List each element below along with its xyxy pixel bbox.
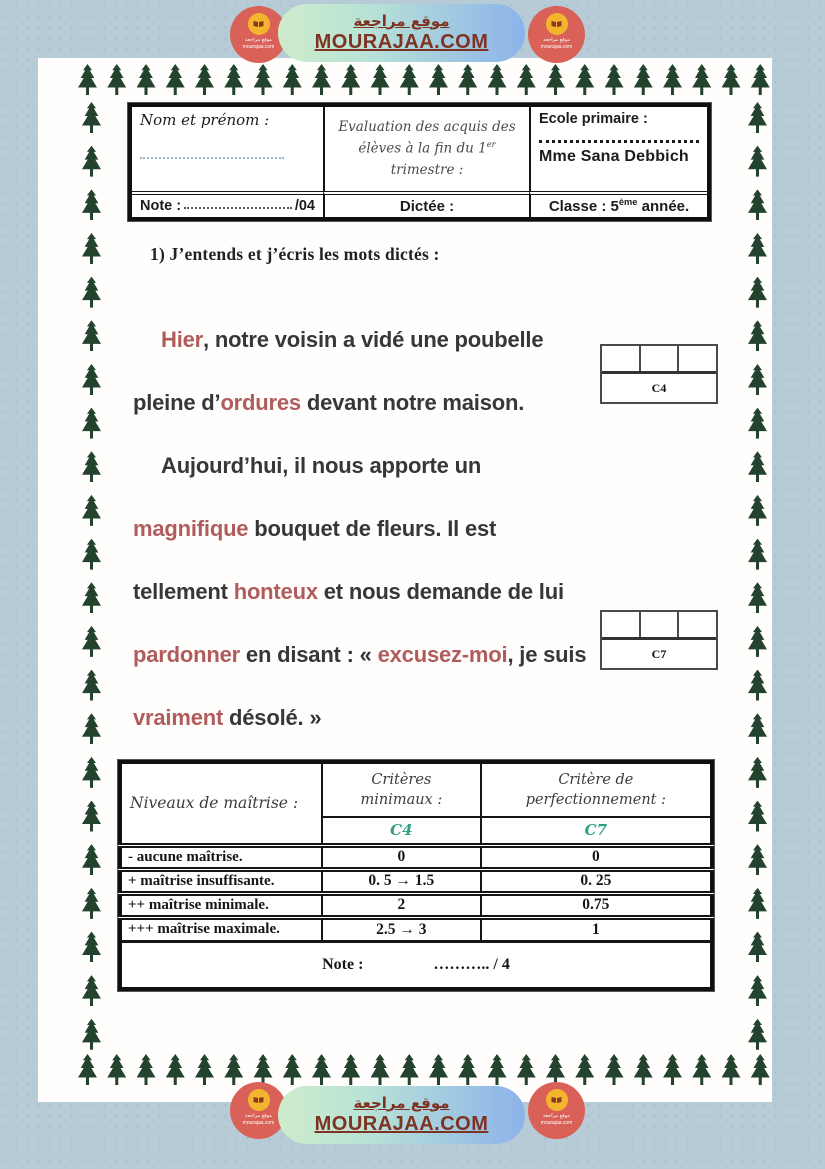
dictation-line (133, 623, 618, 686)
note-fill-line[interactable] (184, 199, 292, 209)
pine-tree-icon (748, 1019, 767, 1050)
pine-tree-icon (82, 844, 101, 875)
evaluation-cell (323, 107, 529, 191)
book-icon (546, 1089, 568, 1111)
pine-tree-icon (78, 1054, 97, 1085)
pine-tree-icon (663, 64, 682, 95)
criteria-note-value[interactable]: ……….. / 4 (433, 955, 510, 973)
name-fill-line[interactable] (140, 151, 284, 159)
school-fill-line[interactable] (539, 139, 699, 143)
criteria-cell-level: + maîtrise insuffisante. (120, 869, 322, 893)
pine-tree-icon (429, 1054, 448, 1085)
pine-tree-icon (458, 64, 477, 95)
badge-domain-label: mourajaa.com (540, 1119, 573, 1126)
book-icon (248, 13, 270, 35)
pine-tree-icon (195, 1054, 214, 1085)
pine-tree-icon (82, 495, 101, 526)
site-domain-link[interactable]: MOURAJAA.COM (314, 31, 489, 54)
criteria-cell-level: - aucune maîtrise. (120, 845, 322, 869)
criteria-col2-header: Critères minimaux : (322, 762, 481, 817)
site-banner-pill (278, 4, 525, 62)
dictation-segment: en disant : « (240, 641, 378, 667)
pine-tree-icon (137, 64, 156, 95)
class-cell (529, 191, 707, 217)
pine-tree-icon (82, 408, 101, 439)
site-domain-link[interactable]: MOURAJAA.COM (314, 1113, 489, 1136)
pine-tree-icon (82, 582, 101, 613)
pine-tree-icon (748, 320, 767, 351)
dictation-text (133, 308, 618, 749)
criteria-cell-level: ++ maîtrise minimale. (120, 893, 322, 917)
subject-label: Dictée : (399, 197, 455, 215)
pine-tree-icon (722, 1054, 741, 1085)
pine-tree-icon (488, 1054, 507, 1085)
pine-tree-icon (751, 64, 770, 95)
dictation-segment: , je suis (507, 641, 587, 667)
site-logo-icon (528, 6, 585, 63)
criteria-row (120, 917, 712, 941)
dictated-word: pardonner (133, 641, 240, 667)
dictation-segment: Aujourd’hui, il nous apporte un (161, 452, 482, 478)
pine-tree-icon (546, 1054, 565, 1085)
badge-arabic-label: موقع مراجعة (543, 37, 570, 43)
pine-tree-icon (400, 1054, 419, 1085)
pine-tree-icon (748, 757, 767, 788)
pine-tree-icon (748, 931, 767, 962)
pine-tree-icon (224, 1054, 243, 1085)
dictated-word: ordures (220, 389, 301, 415)
dictated-word: Hier (161, 326, 203, 352)
pine-tree-icon (82, 713, 101, 744)
pine-tree-icon (517, 64, 536, 95)
pine-tree-icon (517, 1054, 536, 1085)
pine-tree-icon (341, 64, 360, 95)
criteria-row (120, 893, 712, 917)
pine-tree-icon (254, 64, 273, 95)
badge-domain-label: mourajaa.com (242, 1119, 275, 1126)
pine-tree-icon (751, 1054, 770, 1085)
pine-tree-icon (748, 146, 767, 177)
pine-tree-icon (82, 801, 101, 832)
site-banner-pill (278, 1086, 525, 1144)
pine-tree-icon (224, 64, 243, 95)
pine-tree-icon (748, 844, 767, 875)
criteria-cell-c7: 0. 25 (481, 869, 712, 893)
criteria-cell-c4: 2.5 → 3 (322, 917, 481, 941)
pine-tree-icon (748, 670, 767, 701)
tree-border-left (82, 102, 101, 1050)
dictation-segment: devant notre maison. (300, 389, 525, 415)
pine-tree-icon (748, 495, 767, 526)
pine-tree-icon (82, 670, 101, 701)
school-cell (529, 107, 707, 191)
pine-tree-icon (429, 64, 448, 95)
pine-tree-icon (82, 189, 101, 220)
pine-tree-icon (341, 1054, 360, 1085)
pine-tree-icon (82, 757, 101, 788)
exercise-title: 1) J’entends et j’écris les mots dictés : (150, 244, 440, 264)
pine-tree-icon (692, 1054, 711, 1085)
dictation-segment: et nous demande de lui (317, 578, 564, 604)
class-label: Classe : 5ème année. (548, 197, 690, 215)
pine-tree-icon (748, 539, 767, 570)
pine-tree-icon (748, 102, 767, 133)
criteria-note-cell (120, 941, 712, 989)
pine-tree-icon (166, 1054, 185, 1085)
pine-tree-icon (748, 189, 767, 220)
pine-tree-icon (82, 451, 101, 482)
dictation-line (133, 497, 618, 560)
criteria-cell-c7: 0 (481, 845, 712, 869)
pine-tree-icon (634, 1054, 653, 1085)
pine-tree-icon (371, 64, 390, 95)
pine-tree-icon (748, 975, 767, 1006)
pine-tree-icon (254, 1054, 273, 1085)
pine-tree-icon (82, 277, 101, 308)
badge-domain-label: mourajaa.com (242, 43, 275, 50)
pine-tree-icon (546, 64, 565, 95)
criteria-cell-level: +++ maîtrise maximale. (120, 917, 322, 941)
pine-tree-icon (78, 64, 97, 95)
pine-tree-icon (283, 1054, 302, 1085)
badge-domain-label: mourajaa.com (540, 43, 573, 50)
tree-border-right (748, 102, 767, 1050)
evaluation-label: Evaluation des acquis des élèves à la fin du 1er trimestre : (338, 119, 516, 178)
header-table (128, 103, 711, 221)
pine-tree-icon (82, 975, 101, 1006)
pine-tree-icon (722, 64, 741, 95)
criteria-c7-code: C7 (481, 817, 712, 845)
book-icon (546, 13, 568, 35)
dictation-segment: désolé. » (223, 704, 322, 730)
site-arabic-title[interactable]: موقع مراجعة (353, 11, 450, 30)
pine-tree-icon (748, 233, 767, 264)
name-cell (132, 107, 323, 191)
criteria-col3-header: Critère de perfectionnement : (481, 762, 712, 817)
pine-tree-icon (634, 64, 653, 95)
criteria-c4-code: C4 (322, 817, 481, 845)
dictated-word: honteux (233, 578, 318, 604)
criteria-row (120, 845, 712, 869)
pine-tree-icon (748, 626, 767, 657)
badge-arabic-label: موقع مراجعة (245, 37, 272, 43)
dictation-line (133, 308, 618, 371)
badge-arabic-label: موقع مراجعة (543, 1113, 570, 1119)
criteria-cell-c7: 1 (481, 917, 712, 941)
pine-tree-icon (400, 64, 419, 95)
dictation-segment: , notre voisin a vidé une poubelle (203, 326, 544, 352)
dictation-line (133, 560, 618, 623)
pine-tree-icon (748, 801, 767, 832)
criteria-cell-c4: 2 (322, 893, 481, 917)
pine-tree-icon (82, 320, 101, 351)
teacher-name: Mme Sana Debbich (539, 148, 689, 165)
criteria-cell-c4: 0 (322, 845, 481, 869)
pine-tree-icon (283, 64, 302, 95)
note-total: /04 (294, 198, 315, 214)
score-box-c4-cells[interactable] (602, 346, 716, 374)
score-box-c4-label: C4 (651, 380, 667, 395)
criteria-table (118, 760, 714, 991)
criteria-col1-header: Niveaux de maîtrise : (120, 762, 322, 845)
pine-tree-icon (748, 888, 767, 919)
pine-tree-icon (82, 626, 101, 657)
dictation-segment: bouquet de fleurs. Il est (248, 515, 497, 541)
book-icon (248, 1089, 270, 1111)
tree-border-top (78, 64, 770, 95)
dictated-word: excusez-moi (377, 641, 508, 667)
pine-tree-icon (575, 1054, 594, 1085)
criteria-note-label: Note : (322, 955, 364, 973)
dictation-segment: tellement (133, 578, 234, 604)
tree-border-bottom (78, 1054, 770, 1085)
pine-tree-icon (748, 713, 767, 744)
pine-tree-icon (692, 64, 711, 95)
dictation-line (133, 434, 618, 497)
pine-tree-icon (748, 364, 767, 395)
score-box-c7 (600, 610, 718, 670)
pine-tree-icon (107, 64, 126, 95)
site-arabic-title[interactable]: موقع مراجعة (353, 1093, 450, 1112)
dictated-word: vraiment (133, 704, 224, 730)
pine-tree-icon (82, 146, 101, 177)
name-label: Nom et prénom : (140, 111, 270, 129)
pine-tree-icon (82, 931, 101, 962)
pine-tree-icon (82, 1019, 101, 1050)
subject-cell (323, 191, 529, 217)
score-box-c7-label: C7 (651, 646, 667, 661)
school-label: Ecole primaire : (539, 111, 648, 127)
pine-tree-icon (82, 364, 101, 395)
pine-tree-icon (82, 233, 101, 264)
site-logo-icon (528, 1082, 585, 1139)
pine-tree-icon (137, 1054, 156, 1085)
pine-tree-icon (748, 451, 767, 482)
pine-tree-icon (371, 1054, 390, 1085)
pine-tree-icon (458, 1054, 477, 1085)
pine-tree-icon (195, 64, 214, 95)
note-cell (132, 191, 323, 217)
score-box-c7-cells[interactable] (602, 612, 716, 640)
pine-tree-icon (312, 1054, 331, 1085)
pine-tree-icon (82, 102, 101, 133)
pine-tree-icon (82, 539, 101, 570)
pine-tree-icon (488, 64, 507, 95)
score-box-c4 (600, 344, 718, 404)
pine-tree-icon (166, 64, 185, 95)
dictation-segment: pleine d’ (133, 389, 221, 415)
pine-tree-icon (748, 582, 767, 613)
pine-tree-icon (748, 277, 767, 308)
criteria-table-body (120, 845, 712, 941)
pine-tree-icon (663, 1054, 682, 1085)
criteria-cell-c7: 0.75 (481, 893, 712, 917)
pine-tree-icon (748, 408, 767, 439)
dictation-line (133, 371, 618, 434)
criteria-row (120, 869, 712, 893)
pine-tree-icon (605, 1054, 624, 1085)
pine-tree-icon (82, 888, 101, 919)
dictated-word: magnifique (133, 515, 249, 541)
badge-arabic-label: موقع مراجعة (245, 1113, 272, 1119)
note-label: Note : (140, 198, 182, 214)
dictation-line (133, 686, 618, 749)
criteria-cell-c4: 0. 5 → 1.5 (322, 869, 481, 893)
pine-tree-icon (312, 64, 331, 95)
pine-tree-icon (605, 64, 624, 95)
pine-tree-icon (575, 64, 594, 95)
pine-tree-icon (107, 1054, 126, 1085)
